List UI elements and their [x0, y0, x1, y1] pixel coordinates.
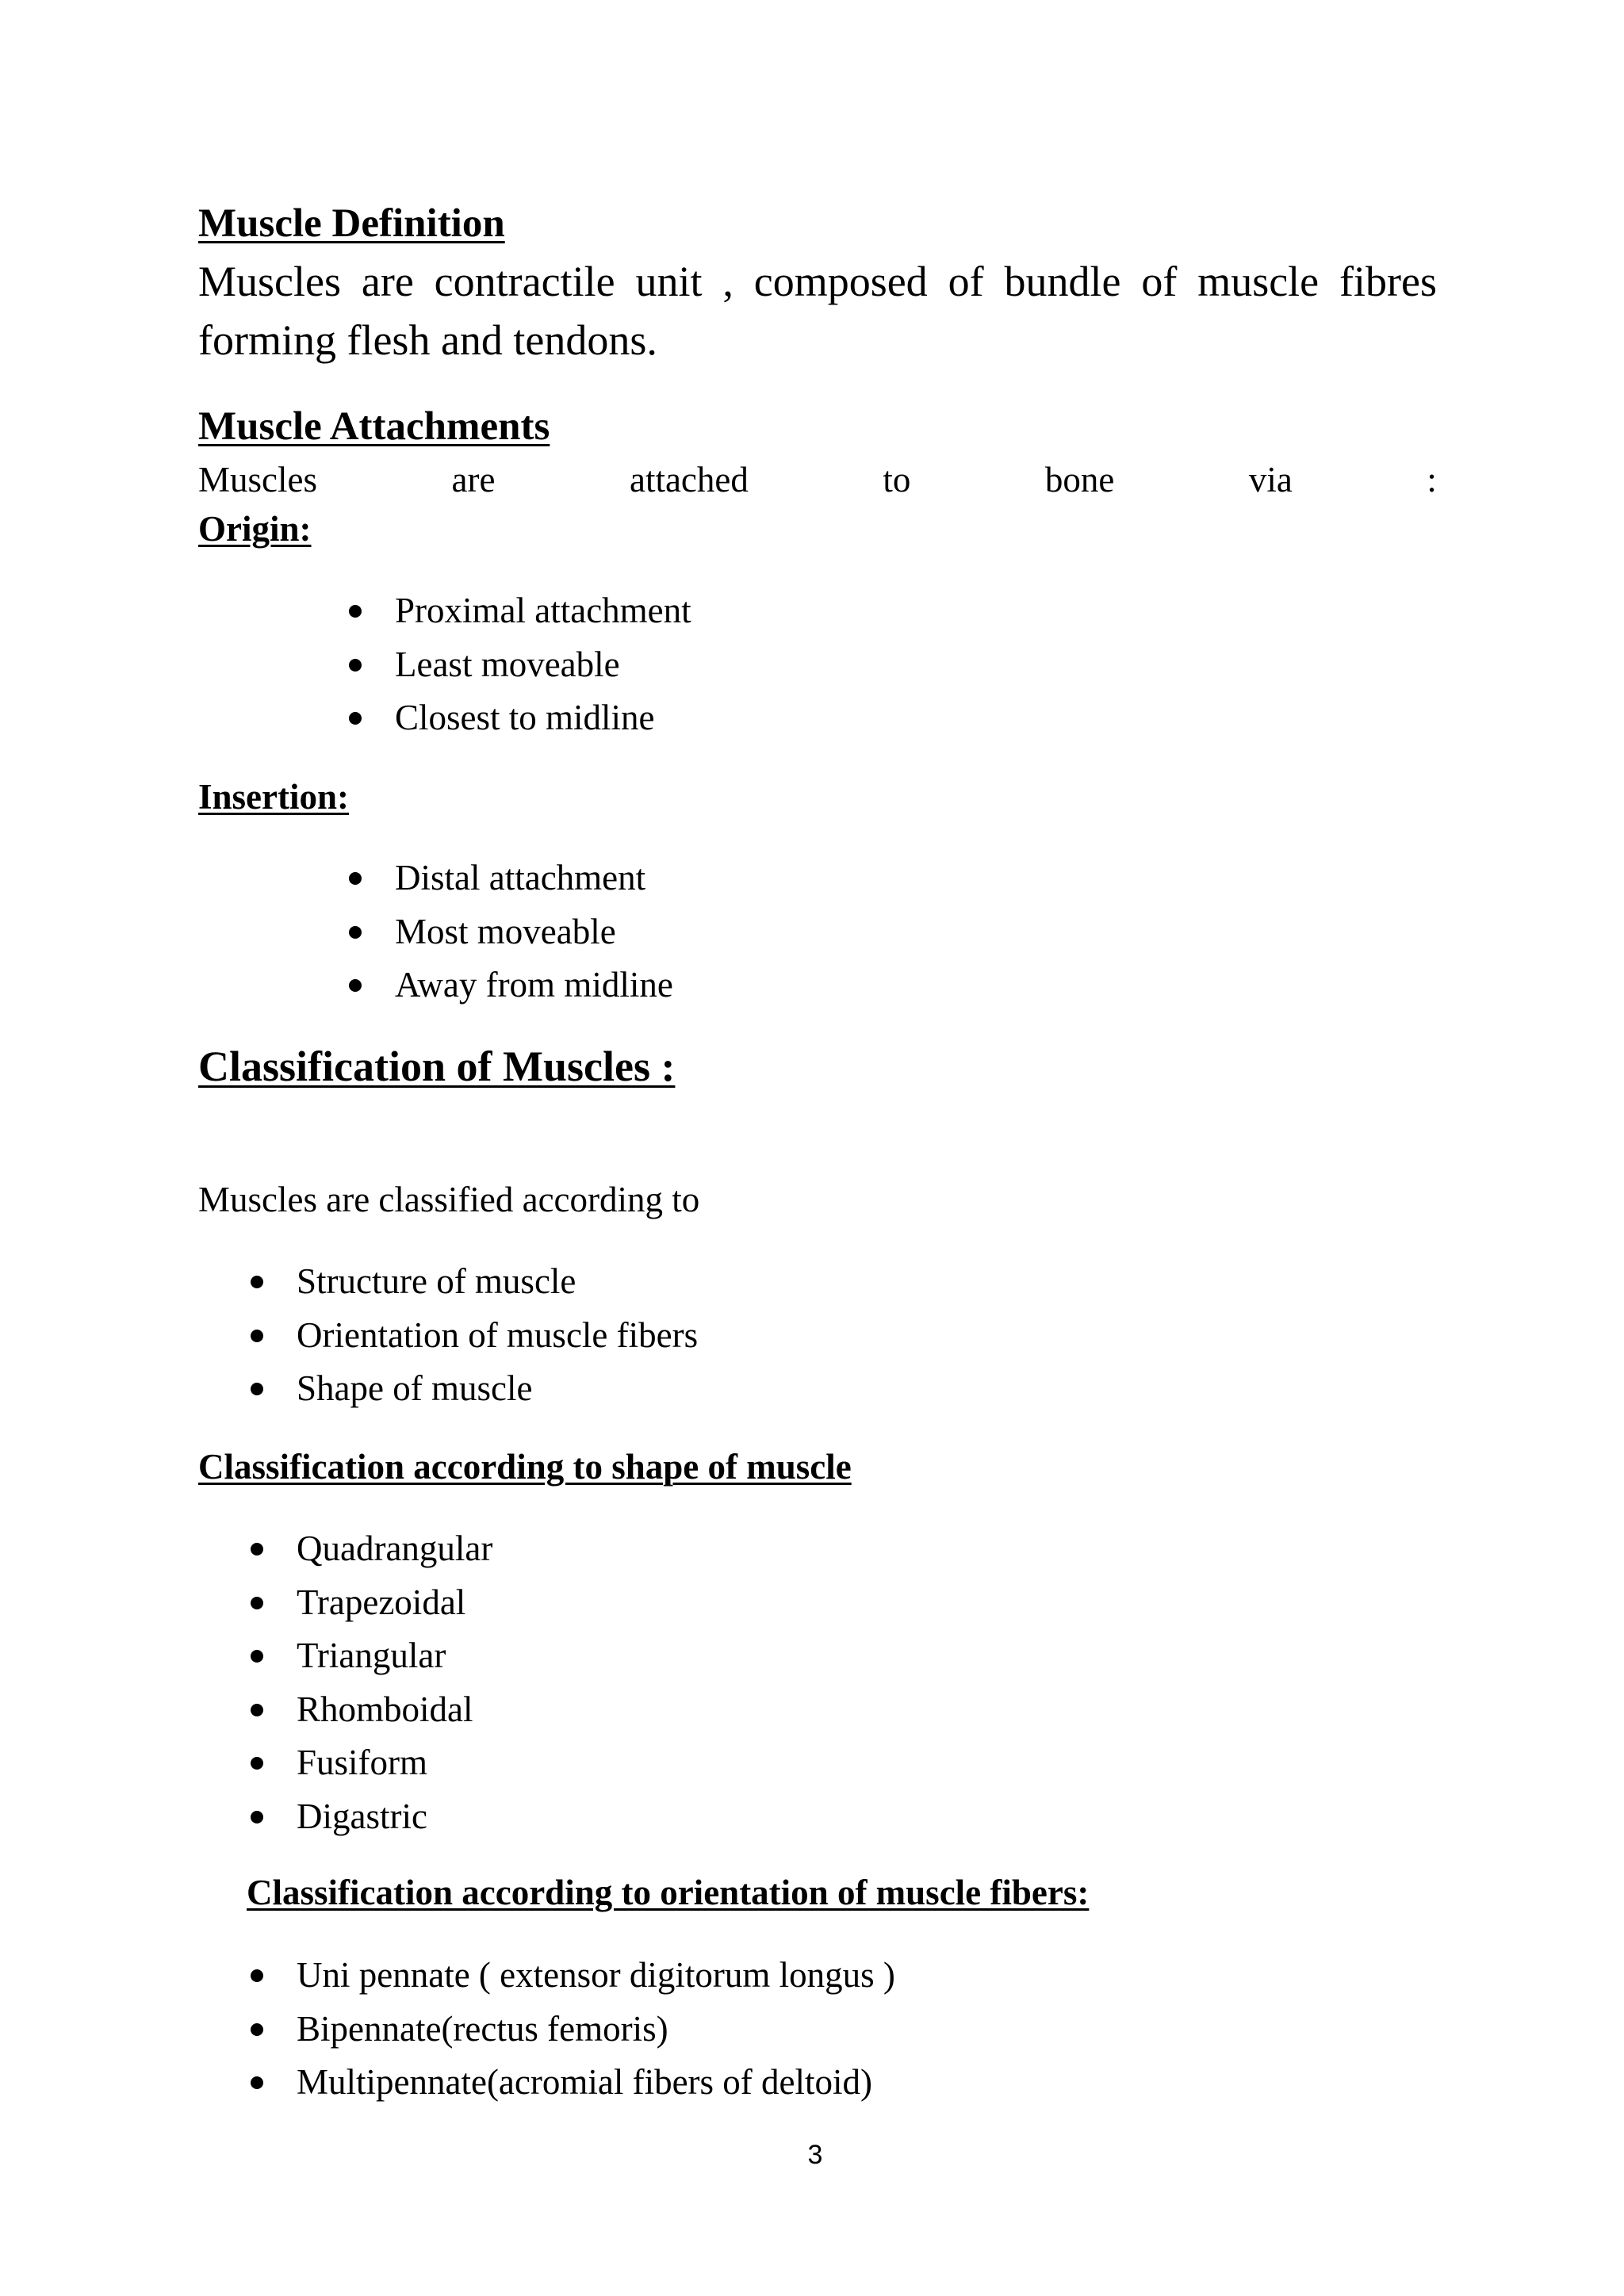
list-item: Orientation of muscle fibers: [297, 1309, 698, 1363]
orientation-list: [297, 1949, 895, 2110]
list-item: Trapezoidal: [297, 1576, 492, 1630]
list-item: Proximal attachment: [395, 584, 691, 638]
insertion-list: [395, 851, 673, 1012]
list-item: Shape of muscle: [297, 1362, 698, 1416]
list-item: Structure of muscle: [297, 1255, 698, 1309]
attachments-intro-line: [198, 458, 1437, 501]
bullet-icon: [251, 1757, 263, 1770]
list-item: Fusiform: [297, 1736, 492, 1790]
heading-muscle-definition: Muscle Definition: [198, 201, 505, 246]
list-item: Closest to midline: [395, 691, 691, 745]
bullet-icon: [349, 979, 362, 992]
bullet-icon: [251, 1543, 263, 1556]
bullet-icon: [349, 712, 362, 725]
list-item: Triangular: [297, 1629, 492, 1683]
origin-list: [395, 584, 691, 745]
heading-muscle-attachments: Muscle Attachments: [198, 404, 550, 449]
bullet-icon: [349, 605, 362, 618]
bullet-icon: [349, 926, 362, 939]
bullet-icon: [251, 1969, 263, 1982]
bullet-icon: [251, 1704, 263, 1716]
intro-word: attached: [629, 460, 749, 499]
list-item: Away from midline: [395, 959, 673, 1012]
definition-paragraph: Muscles are contractile unit , composed of bundle of muscle fibres forming flesh and tendons.: [198, 258, 1437, 364]
bullet-icon: [251, 1383, 263, 1395]
bullet-icon: [251, 1276, 263, 1288]
subheading-origin: Origin:: [198, 509, 312, 549]
bullet-icon: [251, 1650, 263, 1663]
list-item: Uni pennate ( extensor digitorum longus ): [297, 1949, 895, 2003]
intro-word: via: [1248, 460, 1293, 499]
page-number: 3: [807, 2140, 823, 2170]
subheading-shape-classification: Classification according to shape of muscle: [198, 1447, 852, 1487]
list-item: Quadrangular: [297, 1522, 492, 1576]
classification-list: [297, 1255, 698, 1416]
bullet-icon: [349, 659, 362, 672]
list-item: Multipennate(acromial fibers of deltoid): [297, 2056, 895, 2110]
list-item: Distal attachment: [395, 851, 673, 905]
bullet-icon: [349, 872, 362, 885]
list-item: Rhomboidal: [297, 1683, 492, 1737]
intro-word: :: [1427, 460, 1437, 499]
intro-word: bone: [1044, 460, 1115, 499]
list-item: Digastric: [297, 1790, 492, 1844]
list-item: Most moveable: [395, 905, 673, 959]
list-item: Least moveable: [395, 638, 691, 692]
bullet-icon: [251, 2076, 263, 2089]
classification-intro: Muscles are classified according to: [198, 1180, 700, 1219]
bullet-icon: [251, 1597, 263, 1609]
bullet-icon: [251, 2023, 263, 2036]
intro-word: to: [883, 460, 911, 499]
heading-classification-of-muscles: Classification of Muscles :: [198, 1043, 676, 1090]
bullet-icon: [251, 1330, 263, 1342]
bullet-icon: [251, 1811, 263, 1823]
subheading-orientation-classification: Classification according to orientation of muscle fibers:: [247, 1873, 1090, 1912]
list-item: Bipennate(rectus femoris): [297, 2003, 895, 2057]
shape-list: [297, 1522, 492, 1843]
intro-word: Muscles: [198, 460, 317, 499]
intro-word: are: [451, 460, 496, 499]
subheading-insertion: Insertion:: [198, 777, 349, 817]
